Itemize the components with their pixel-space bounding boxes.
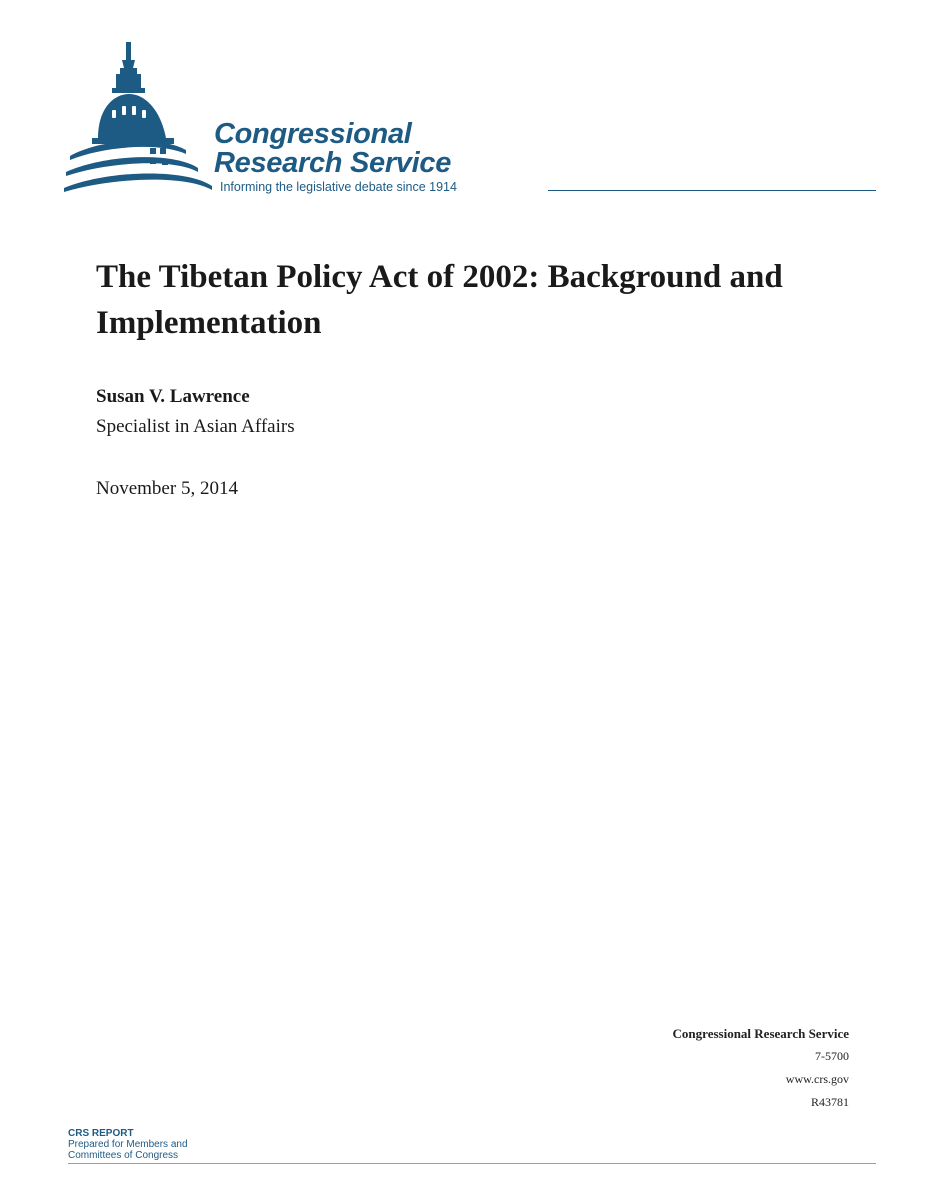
footer-divider <box>68 1163 876 1164</box>
footer-line1: Prepared for Members and <box>68 1139 188 1150</box>
footer-report-label: CRS REPORT <box>68 1128 134 1139</box>
crs-info-code: 7-5700 <box>815 1049 849 1063</box>
org-name <box>214 120 451 178</box>
crs-info-report-number: R43781 <box>810 1095 849 1109</box>
publication-date: November 5, 2014 <box>96 478 238 499</box>
org-name-line2: Research Service <box>214 147 452 179</box>
crs-info-org: Congressional Research Service <box>672 1026 849 1041</box>
header-divider <box>548 190 876 191</box>
crs-info-block <box>673 1022 849 1114</box>
org-tagline: Informing the legislative debate since 1914 <box>220 180 457 194</box>
author-name: Susan V. Lawrence <box>96 386 250 407</box>
org-name-line1: Congressional <box>214 118 412 150</box>
crs-info-website: www.crs.gov <box>785 1072 849 1086</box>
capitol-dome-icon <box>62 38 222 200</box>
author-role: Specialist in Asian Affairs <box>96 416 295 437</box>
report-title: The Tibetan Policy Act of 2002: Background and Implementation <box>96 259 783 341</box>
footer-line2: Committees of Congress <box>68 1150 179 1161</box>
footer-label <box>68 1128 188 1161</box>
